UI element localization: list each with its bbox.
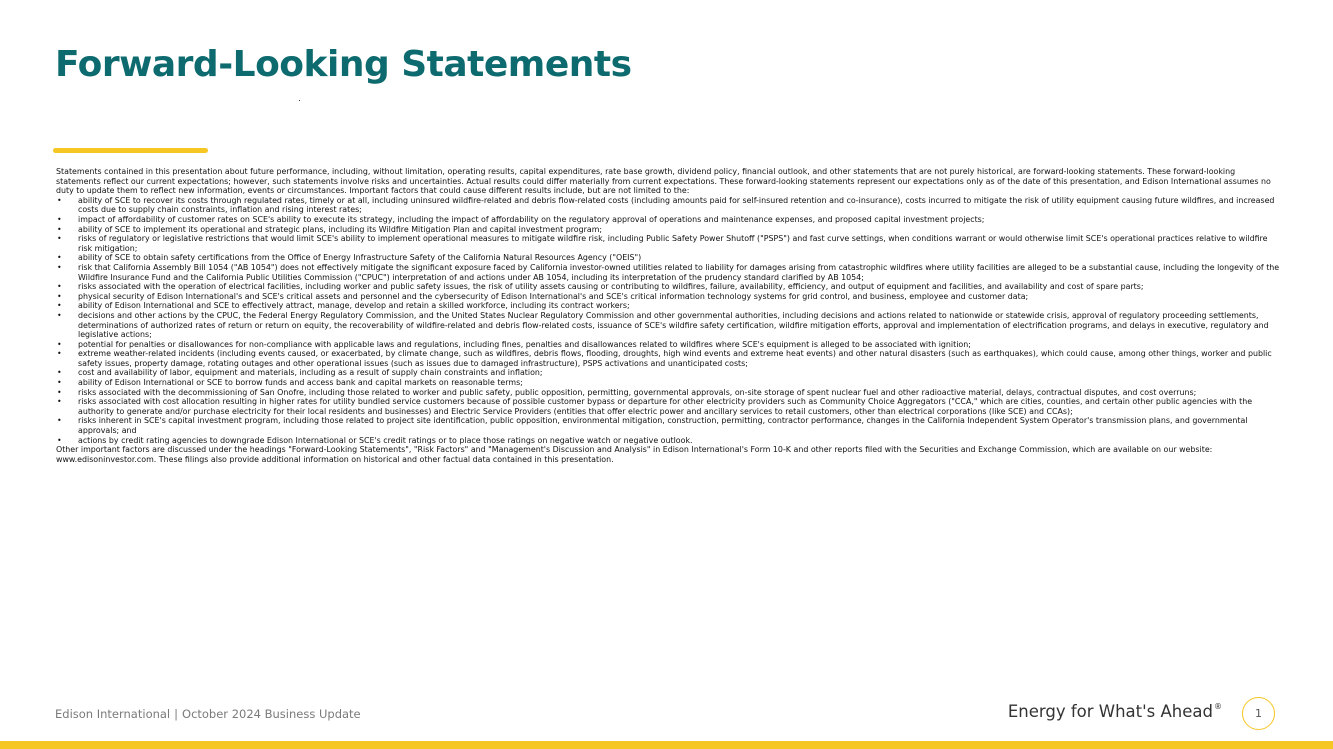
- footer-source: [55, 707, 361, 721]
- risk-factor-list: [56, 196, 1282, 445]
- page-number: 1: [1255, 707, 1262, 720]
- stray-dot: [299, 100, 300, 101]
- page-number-badge: [1242, 697, 1275, 730]
- list-item: • risks inherent in SCE's capital investment program, including those related to project site identification, public opposition, environmental mitigation, construction, permitting, contractor performance, changes in the California Independent System Operator's transmission plans, and governmental approvals; and: [56, 416, 1282, 435]
- disclaimer-body: [56, 167, 1282, 464]
- brand-tagline: [1008, 702, 1222, 721]
- list-item: • risks of regulatory or legislative restrictions that would limit SCE's ability to implement operational measures to mitigate wildfire risk, including Public Safety Power Shutoff ("PSPS") and fast curve settings, when conditions warrant or would otherwise limit SCE's operational practices relative to wildfire risk mitigation;: [56, 234, 1282, 253]
- list-item: • impact of affordability of customer rates on SCE's ability to execute its strategy, including the impact of affordability on the regulatory approval of operations and maintenance expenses, and proposed capital investment projects;: [56, 215, 1282, 225]
- list-item: • actions by credit rating agencies to downgrade Edison International or SCE's credit ratings or to place those ratings on negative watch or negative outlook.: [56, 436, 1282, 446]
- tagline-text: Energy for What's Ahead: [1007, 702, 1213, 721]
- title-accent-line: [53, 148, 208, 153]
- list-item: • potential for penalties or disallowances for non-compliance with applicable laws and regulations, including fines, penalties and disallowances related to wildfires where SCE's equipment is alleged to be associated with ignition;: [56, 340, 1282, 350]
- closing-paragraph: Other important factors are discussed under the headings "Forward-Looking Statements", "Risk Factors" and "Management's Discussion and Analysis" in Edison International's Form 10-K and other reports filed with the Securities and Exchange Commission, which are available on our website: www.edisoninvestor.com. These filings also provide additional information on historical and other factual data contained in this presentation.: [56, 445, 1213, 464]
- list-item: • extreme weather-related incidents (including events caused, or exacerbated, by climate change, such as wildfires, debris flows, flooding, droughts, high wind events and extreme heat events) and other natural disasters (such as earthquakes), which could cause, among other things, worker and public safety issues, property damage, rotating outages and other operational issues (such as issues due to damaged infrastructure), PSPS activations and unanticipated costs;: [56, 349, 1282, 368]
- list-item: • ability of SCE to implement its operational and strategic plans, including its Wildfire Mitigation Plan and capital investment program;: [56, 225, 1282, 235]
- footer-event: October 2024 Business Update: [182, 707, 361, 721]
- slide-title: Forward-Looking Statements: [55, 44, 632, 85]
- list-item: • risks associated with cost allocation resulting in higher rates for utility bundled service customers because of possible customer bypass or departure for other electricity providers such as Community Choice Aggregators ("CCA," which are cities, counties, and certain other public agencies with the authority to generate and/or purchase electricity for their local residents and businesses) and Electric Service Providers (entities that offer electric power and ancillary services to retail customers, other than electrical corporations (like SCE) and CCAs);: [56, 397, 1282, 416]
- list-item: • risks associated with the decommissioning of San Onofre, including those related to worker and public safety, public opposition, permitting, governmental approvals, on-site storage of spent nuclear fuel and other radioactive material, delays, contractual disputes, and cost overruns;: [56, 388, 1282, 398]
- trademark-symbol: ®: [1214, 702, 1222, 711]
- list-item: • risk that California Assembly Bill 1054 ("AB 1054") does not effectively mitigate the significant exposure faced by California investor-owned utilities related to liability for damages arising from catastrophic wildfires where utility facilities are alleged to be a substantial cause, including the longevity of the Wildfire Insurance Fund and the California Public Utilities Commission ("CPUC") interpretation of and actions under AB 1054, including its interpretation of the prudency standard clarified by AB 1054;: [56, 263, 1282, 282]
- list-item: • ability of SCE to obtain safety certifications from the Office of Energy Infrastructure Safety of the California Natural Resources Agency ("OEIS"): [56, 253, 1282, 263]
- intro-paragraph: Statements contained in this presentation about future performance, including, without limitation, operating results, capital expenditures, rate base growth, dividend policy, financial outlook, and other statements that are not purely historical, are forward-looking statements. These forward-looking statements reflect our current expectations; however, such statements involve risks and uncertainties. Actual results could differ materially from current expectations. These forward-looking statements represent our expectations only as of the date of this presentation, and Edison International assumes no duty to update them to reflect new information, events or circumstances. Important factors that could cause different results include, but are not limited to the:: [56, 167, 1271, 196]
- footer-separator: |: [174, 707, 179, 721]
- footer-company: Edison International: [55, 707, 171, 721]
- list-item: • ability of SCE to recover its costs through regulated rates, timely or at all, including uninsured wildfire-related and debris flow-related costs (including amounts paid for self-insured retention and co-insurance), costs incurred to mitigate the risk of utility equipment causing future wildfires, and increased costs due to supply chain constraints, inflation and rising interest rates;: [56, 196, 1282, 215]
- list-item: • ability of Edison International and SCE to effectively attract, manage, develop and retain a skilled workforce, including its contract workers;: [56, 301, 1282, 311]
- list-item: • risks associated with the operation of electrical facilities, including worker and public safety issues, the risk of utility assets causing or contributing to wildfires, failure, availability, efficiency, and output of equipment and facilities, and availability and cost of spare parts;: [56, 282, 1282, 292]
- bottom-accent-bar: [0, 741, 1333, 749]
- list-item: • decisions and other actions by the CPUC, the Federal Energy Regulatory Commission, and the United States Nuclear Regulatory Commission and other governmental authorities, including decisions and actions related to nationwide or statewide crisis, approval of regulatory proceeding settlements, determinations of authorized rates of return or return on equity, the recoverability of wildfire-related and debris flow-related costs, issuance of SCE's wildfire safety certification, wildfire mitigation efforts, approval and implementation of electrification programs, and delays in executive, regulatory and legislative actions;: [56, 311, 1282, 340]
- list-item: • ability of Edison International or SCE to borrow funds and access bank and capital markets on reasonable terms;: [56, 378, 1282, 388]
- list-item: • physical security of Edison International's and SCE's critical assets and personnel and the cybersecurity of Edison International's and SCE's critical information technology systems for grid control, and business, employee and customer data;: [56, 292, 1282, 302]
- list-item: • cost and availability of labor, equipment and materials, including as a result of supply chain constraints and inflation;: [56, 368, 1282, 378]
